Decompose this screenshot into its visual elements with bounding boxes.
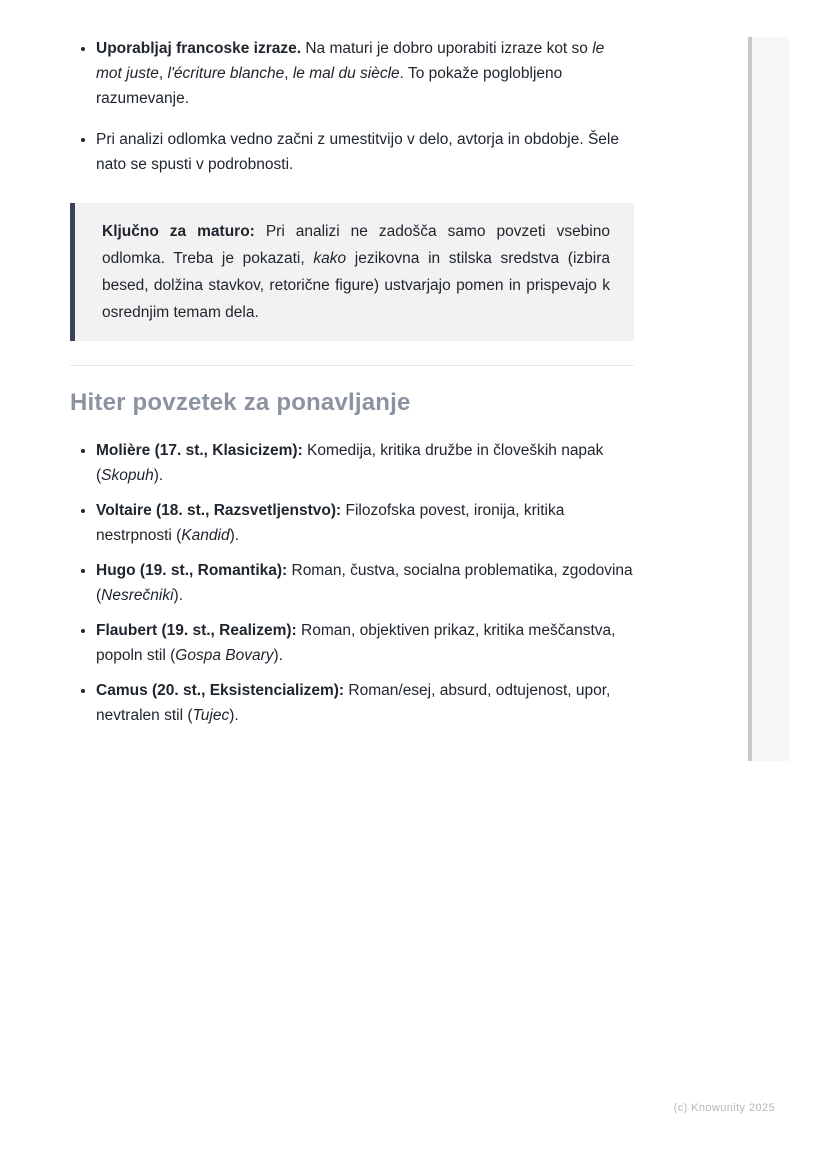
- french-term-italic: le mal du siècle: [292, 65, 400, 82]
- summary-text: ).: [153, 466, 164, 484]
- work-title-italic: Skopuh: [101, 466, 154, 484]
- callout-text: Pri analizi ne zadošča samo povzeti vsebino odlomka. Treba je pokazati,: [102, 223, 610, 267]
- french-term-italic: le mot juste: [96, 40, 605, 82]
- callout-paragraph: [102, 218, 610, 326]
- summary-item: [96, 499, 634, 548]
- work-title-italic: Kandid: [181, 526, 230, 544]
- tip-lead-bold: Uporabljaj francoske izraze.: [96, 40, 302, 57]
- exam-key-callout: [70, 203, 634, 341]
- french-term-italic: l'écriture blanche: [167, 65, 285, 82]
- summary-item: [96, 619, 634, 668]
- summary-text: ).: [173, 586, 183, 604]
- work-title-italic: Nesrečniki: [101, 586, 174, 604]
- tip-text: Na maturi je dobro uporabiti izraze kot so: [301, 40, 593, 57]
- tips-list: [70, 36, 634, 177]
- callout-emphasis-italic: kako: [313, 250, 347, 267]
- tip-separator: ,: [284, 65, 293, 82]
- author-bold: Molière (17. st., Klasicizem):: [96, 442, 303, 459]
- work-title-italic: Gospa Bovary: [175, 646, 274, 664]
- footer-copyright: (c) Knowunity 2025: [673, 1102, 775, 1114]
- callout-text: jezikovna in stilska sredstva (izbira besed, dolžina stavkov, retorične figure) ustvarjajo pomen in prispevajo k osrednjim temam dela.: [102, 250, 611, 321]
- work-title-italic: Tujec: [192, 706, 230, 724]
- tip-separator: ,: [158, 65, 168, 82]
- summary-text: Roman/esej, absurd, odtujenost, upor, nevtralen stil (: [96, 682, 611, 724]
- next-page-edge[interactable]: [748, 37, 790, 761]
- summary-text: Roman, objektiven prikaz, kritika meščanstva, popoln stil (: [96, 622, 616, 664]
- author-bold: Camus (20. st., Eksistencializem):: [96, 682, 345, 699]
- summary-item: [96, 679, 634, 728]
- page-content: [70, 30, 634, 728]
- summary-list: [70, 439, 634, 728]
- tip-text: . To pokaže poglobljeno razumevanje.: [96, 65, 563, 107]
- callout-label-bold: Ključno za maturo:: [102, 223, 255, 240]
- section-heading: Hiter povzetek za ponavljanje: [70, 389, 411, 416]
- author-bold: Flaubert (19. st., Realizem):: [96, 622, 297, 639]
- tip-text: Pri analizi odlomka vedno začni z umestitvijo v delo, avtorja in obdobje. Šele nato se spusti v podrobnosti.: [96, 131, 619, 173]
- section-divider: [70, 365, 634, 366]
- summary-text: Komedija, kritika družbe in človeških napak (: [96, 442, 604, 484]
- summary-text: Filozofska povest, ironija, kritika nestrpnosti (: [96, 502, 565, 544]
- summary-text: ).: [229, 706, 239, 724]
- summary-text: ).: [273, 646, 283, 664]
- summary-item: [96, 439, 634, 488]
- tip-item: [96, 36, 634, 111]
- summary-text: Roman, čustva, socialna problematika, zgodovina (: [96, 562, 633, 604]
- author-bold: Hugo (19. st., Romantika):: [96, 562, 288, 579]
- summary-text: ).: [229, 526, 240, 544]
- tip-item: [96, 127, 634, 177]
- summary-item: [96, 559, 634, 608]
- author-bold: Voltaire (18. st., Razsvetljenstvo):: [96, 502, 342, 519]
